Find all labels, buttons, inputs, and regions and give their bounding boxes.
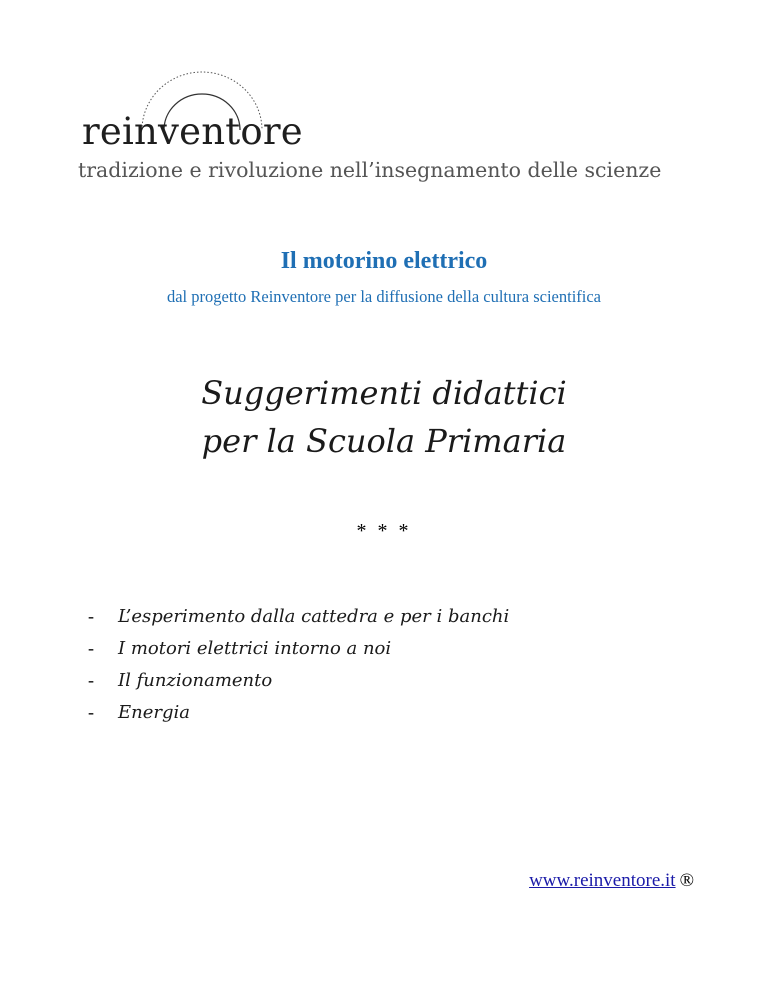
separator-stars: * * * [356,520,412,542]
website-link[interactable]: www.reinventore.it [529,870,676,891]
topic-text: Il funzionamento [118,669,273,691]
list-item [88,696,509,728]
document-title: Il motorino elettrico [280,248,488,274]
topic-list [88,600,509,728]
topic-text: Energia [118,701,190,723]
brand-name: reinventore [82,110,303,153]
footer [529,870,694,892]
list-marker: - [88,669,94,690]
document-subtitle: dal progetto Reinventore per la diffusione della cultura scientifica [166,287,602,306]
list-item [88,664,509,696]
list-item [88,600,509,632]
topic-text: L’esperimento dalla cattedra e per i banchi [118,605,510,627]
heading-line-2: per la Scuola Primaria [201,422,567,460]
list-marker: - [88,605,94,626]
registered-mark: ® [679,870,694,891]
list-item [88,632,509,664]
list-marker: - [88,637,94,658]
list-marker: - [88,701,94,722]
brand-tagline: tradizione e rivoluzione nell’insegnamento delle scienze [78,158,662,182]
topic-text: I motori elettrici intorno a noi [118,637,392,659]
heading-line-1: Suggerimenti didattici [201,374,567,412]
